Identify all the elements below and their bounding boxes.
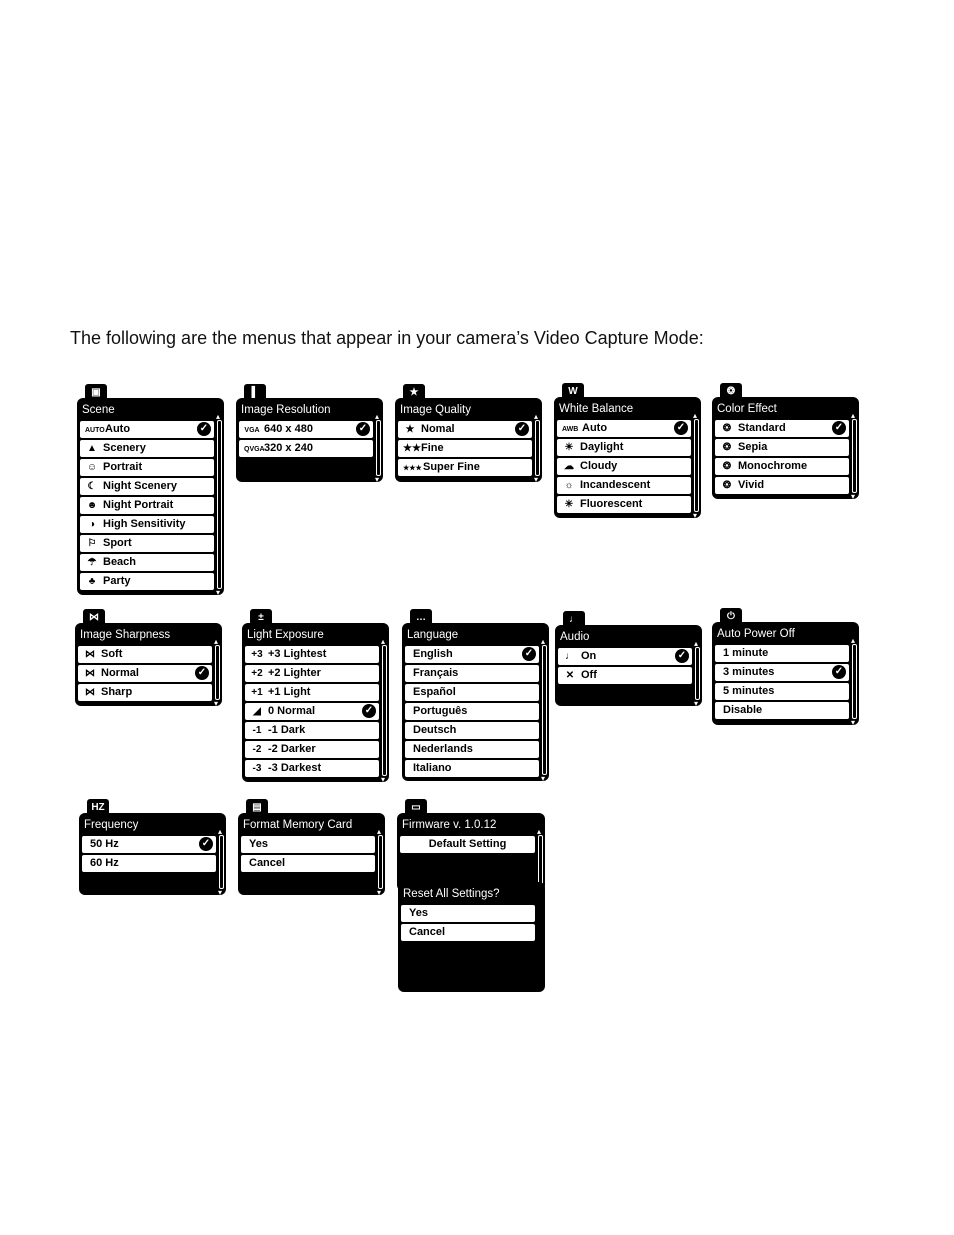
check-icon: ✓: [199, 837, 213, 851]
image-resolution-title: Image Resolution: [241, 404, 331, 416]
option-icon: ❂: [722, 461, 732, 472]
audio-panel: [555, 625, 702, 706]
auto-power-off-option[interactable]: [715, 645, 849, 662]
firmware-tab-icon: ▭: [405, 799, 427, 816]
option-label: English: [413, 648, 453, 660]
option-label: On: [581, 650, 597, 662]
check-icon: ✓: [522, 647, 536, 661]
option-label: 0 Normal: [268, 705, 316, 717]
auto-power-off-option[interactable]: [715, 664, 849, 681]
option-icon: ❂: [722, 423, 732, 434]
option-label: 60 Hz: [90, 857, 119, 869]
audio-menu: [555, 611, 702, 706]
image-quality-option[interactable]: [398, 421, 532, 438]
image-resolution-tab-icon: ▌: [244, 384, 266, 401]
option-icon: ☻: [86, 500, 98, 511]
audio-option[interactable]: [558, 648, 692, 665]
option-label: -2 Darker: [268, 743, 316, 755]
scene-option[interactable]: [80, 421, 214, 438]
white-balance-option[interactable]: [557, 420, 691, 437]
option-icon: -3: [252, 763, 262, 774]
format-memory-card-scrollbar[interactable]: [378, 835, 383, 889]
image-quality-scrollbar[interactable]: [535, 420, 540, 476]
option-icon: ♩: [565, 651, 575, 662]
option-label: +2 Lighter: [268, 667, 321, 679]
reset-all-option[interactable]: [401, 905, 535, 922]
option-label: Beach: [103, 556, 137, 568]
option-label: Daylight: [580, 441, 624, 453]
white-balance-tab-icon: W: [562, 383, 584, 400]
language-tab-icon: …: [410, 609, 432, 626]
firmware-scrollbar[interactable]: [538, 835, 543, 885]
option-label: Disable: [723, 704, 763, 716]
option-icon: ☾: [87, 481, 97, 492]
option-icon: ⋈: [85, 649, 95, 660]
language-option[interactable]: [405, 684, 539, 701]
reset-all-panel: [398, 882, 545, 992]
light-exposure-option[interactable]: [245, 760, 379, 777]
option-icon: ♣: [88, 576, 96, 587]
option-icon: ◑: [88, 519, 96, 530]
scene-option[interactable]: [80, 554, 214, 571]
option-label: 1 minute: [723, 647, 769, 659]
audio-scrollbar[interactable]: [695, 647, 700, 700]
check-icon: ✓: [195, 666, 209, 680]
frequency-panel: [79, 813, 226, 895]
option-label: Auto: [105, 423, 131, 435]
frequency-menu: [79, 799, 226, 895]
image-resolution-option[interactable]: [239, 421, 373, 438]
option-label: Auto: [582, 422, 608, 434]
white-balance-option[interactable]: [557, 439, 691, 456]
white-balance-menu: [554, 383, 701, 518]
check-icon: ✓: [674, 421, 688, 435]
auto-power-off-option[interactable]: [715, 683, 849, 700]
light-exposure-option[interactable]: [245, 646, 379, 663]
scene-option[interactable]: [80, 440, 214, 457]
option-icon: ❂: [722, 442, 732, 453]
language-title: Language: [407, 629, 459, 641]
image-quality-menu: [395, 384, 542, 482]
auto-power-off-tab-icon: ⏻: [720, 608, 742, 625]
check-icon: ✓: [832, 665, 846, 679]
option-icon: ✳: [564, 499, 574, 510]
option-label: Portrait: [103, 461, 143, 473]
option-icon: VGA: [244, 427, 260, 434]
language-option[interactable]: [405, 722, 539, 739]
scene-option[interactable]: [80, 459, 214, 476]
option-label: Off: [581, 669, 597, 681]
option-label: Night Scenery: [103, 480, 177, 492]
check-icon: ✓: [356, 422, 370, 436]
color-effect-menu: [712, 383, 859, 499]
white-balance-title: White Balance: [559, 403, 634, 415]
check-icon: ✓: [675, 649, 689, 663]
audio-tab-icon: ♩: [563, 611, 585, 628]
option-label: Night Portrait: [103, 499, 174, 511]
light-exposure-option[interactable]: [245, 722, 379, 739]
language-option[interactable]: [405, 741, 539, 758]
option-label: Nederlands: [413, 743, 473, 755]
language-scrollbar[interactable]: [542, 645, 547, 775]
option-label: Deutsch: [413, 724, 457, 736]
option-icon: AWB: [562, 426, 579, 433]
scene-tab-icon: ▣: [85, 384, 107, 401]
reset-all-menu: [398, 882, 545, 992]
option-icon: ☺: [86, 462, 98, 473]
option-label: Party: [103, 575, 131, 587]
firmware-panel: [397, 813, 545, 891]
option-label: Español: [413, 686, 456, 698]
option-label: Sepia: [738, 441, 768, 453]
check-icon: ✓: [515, 422, 529, 436]
format-memory-card-option[interactable]: [241, 836, 375, 853]
option-icon: ☂: [87, 557, 97, 568]
check-icon: ✓: [362, 704, 376, 718]
option-label: -1 Dark: [268, 724, 306, 736]
option-icon: ☀: [564, 442, 574, 453]
option-label: Français: [413, 667, 459, 679]
auto-power-off-panel: [712, 622, 859, 725]
option-icon: ▲: [87, 443, 97, 454]
auto-power-off-title: Auto Power Off: [717, 628, 795, 640]
option-icon: ◢: [253, 706, 261, 717]
option-icon: -2: [252, 744, 262, 755]
language-option[interactable]: [405, 703, 539, 720]
image-quality-option[interactable]: [398, 459, 532, 476]
auto-power-off-scrollbar[interactable]: [852, 644, 857, 719]
color-effect-option[interactable]: [715, 420, 849, 437]
white-balance-panel: [554, 397, 701, 518]
intro-text: The following are the menus that appear in your camera’s Video Capture Mode:: [70, 328, 704, 348]
option-label: 5 minutes: [723, 685, 775, 697]
image-quality-tab-icon: ★: [403, 384, 425, 401]
option-label: Yes: [249, 838, 268, 850]
frequency-scrollbar[interactable]: [219, 835, 224, 889]
light-exposure-scrollbar[interactable]: [382, 645, 387, 776]
auto-power-off-option[interactable]: [715, 702, 849, 719]
light-exposure-option[interactable]: [245, 665, 379, 682]
color-effect-option[interactable]: [715, 458, 849, 475]
firmware-title: Firmware v. 1.0.12: [402, 819, 497, 831]
light-exposure-tab-icon: ±: [250, 609, 272, 626]
option-icon: AUTO: [85, 427, 105, 434]
light-exposure-panel: [242, 623, 389, 782]
option-label: Sharp: [101, 686, 133, 698]
light-exposure-option[interactable]: [245, 741, 379, 758]
audio-title: Audio: [560, 631, 590, 643]
option-label: Standard: [738, 422, 786, 434]
option-label: Nomal: [421, 423, 455, 435]
option-label: Italiano: [413, 762, 452, 774]
white-balance-option[interactable]: [557, 477, 691, 494]
option-label: 640 x 480: [264, 423, 313, 435]
light-exposure-menu: [242, 609, 389, 782]
option-icon: +2: [251, 668, 263, 679]
color-effect-tab-icon: ❂: [720, 383, 742, 400]
image-sharpness-option[interactable]: [78, 665, 212, 682]
option-icon: ☼: [564, 480, 574, 491]
firmware-option[interactable]: [400, 836, 535, 853]
frequency-option[interactable]: [82, 855, 216, 872]
light-exposure-option[interactable]: [245, 703, 379, 720]
frequency-title: Frequency: [84, 819, 139, 831]
format-memory-card-option[interactable]: [241, 855, 375, 872]
option-icon: ⚐: [87, 538, 97, 549]
scene-option[interactable]: [80, 478, 214, 495]
option-label: 50 Hz: [90, 838, 119, 850]
auto-power-off-menu: [712, 608, 859, 725]
option-label: 3 minutes: [723, 666, 775, 678]
image-sharpness-tab-icon: ⋈: [83, 609, 105, 626]
option-icon: QVGA: [244, 446, 265, 453]
white-balance-option[interactable]: [557, 458, 691, 475]
language-option[interactable]: [405, 760, 539, 777]
white-balance-option[interactable]: [557, 496, 691, 513]
color-effect-scrollbar[interactable]: [852, 419, 857, 493]
image-sharpness-panel: [75, 623, 222, 706]
reset-all-option[interactable]: [401, 924, 535, 941]
option-icon: ❂: [722, 480, 732, 491]
option-icon: -1: [252, 725, 262, 736]
language-option[interactable]: [405, 646, 539, 663]
format-memory-card-menu: [238, 799, 385, 895]
image-sharpness-option[interactable]: [78, 684, 212, 701]
option-label: Yes: [409, 907, 428, 919]
option-icon: ★: [405, 424, 415, 435]
white-balance-scrollbar[interactable]: [694, 419, 699, 512]
light-exposure-option[interactable]: [245, 684, 379, 701]
option-label: Fluorescent: [580, 498, 643, 510]
firmware-menu: [397, 799, 545, 891]
language-panel: [402, 623, 549, 781]
scene-option[interactable]: [80, 535, 214, 552]
language-menu: [402, 609, 549, 781]
image-quality-panel: [395, 398, 542, 482]
scene-scrollbar[interactable]: [217, 420, 222, 589]
option-icon: ☁: [564, 461, 574, 472]
option-label: +3 Lightest: [268, 648, 327, 660]
reset-all-title: Reset All Settings?: [403, 888, 500, 900]
option-label: -3 Darkest: [268, 762, 322, 774]
option-label: +1 Light: [268, 686, 311, 698]
image-sharpness-scrollbar[interactable]: [215, 645, 220, 700]
option-label: Sport: [103, 537, 132, 549]
check-icon: ✓: [832, 421, 846, 435]
color-effect-title: Color Effect: [717, 403, 777, 415]
scene-panel: [77, 398, 224, 595]
option-icon: +3: [251, 649, 263, 660]
light-exposure-title: Light Exposure: [247, 629, 324, 641]
option-label: High Sensitivity: [103, 518, 186, 530]
scene-option[interactable]: [80, 516, 214, 533]
image-resolution-panel: [236, 398, 383, 482]
scene-option[interactable]: [80, 497, 214, 514]
option-icon: ★★★: [403, 465, 422, 472]
option-label: Soft: [101, 648, 123, 660]
scene-menu: [77, 384, 224, 595]
scene-title: Scene: [82, 404, 115, 416]
image-quality-option[interactable]: [398, 440, 532, 457]
option-label: Cancel: [249, 857, 286, 869]
option-icon: ✕: [565, 670, 575, 681]
image-resolution-menu: [236, 384, 383, 482]
audio-option[interactable]: [558, 667, 692, 684]
option-label: 320 x 240: [264, 442, 313, 454]
option-label: Vivid: [738, 479, 765, 491]
option-label: Português: [413, 705, 468, 717]
image-sharpness-option[interactable]: [78, 646, 212, 663]
option-label: Incandescent: [580, 479, 651, 491]
image-sharpness-menu: [75, 609, 222, 706]
option-icon: ⋈: [85, 687, 95, 698]
image-resolution-option[interactable]: [239, 440, 373, 457]
option-label: Fine: [421, 442, 444, 454]
frequency-tab-icon: HZ: [87, 799, 109, 816]
image-sharpness-title: Image Sharpness: [80, 629, 171, 641]
language-option[interactable]: [405, 665, 539, 682]
option-icon: +1: [251, 687, 263, 698]
option-icon: ⋈: [85, 668, 95, 679]
format-memory-card-tab-icon: ▤: [246, 799, 268, 816]
color-effect-option[interactable]: [715, 477, 849, 494]
format-memory-card-panel: [238, 813, 385, 895]
option-label: Default Setting: [428, 838, 507, 850]
format-memory-card-title: Format Memory Card: [243, 819, 353, 831]
color-effect-option[interactable]: [715, 439, 849, 456]
scene-option[interactable]: [80, 573, 214, 590]
image-resolution-scrollbar[interactable]: [376, 420, 381, 476]
option-label: Super Fine: [423, 461, 480, 473]
frequency-option[interactable]: [82, 836, 216, 853]
option-icon: ★★: [403, 443, 421, 454]
image-quality-title: Image Quality: [400, 404, 471, 416]
option-label: Cancel: [409, 926, 446, 938]
color-effect-panel: [712, 397, 859, 499]
option-label: Monochrome: [738, 460, 808, 472]
option-label: Cloudy: [580, 460, 618, 472]
option-label: Scenery: [103, 442, 146, 454]
check-icon: ✓: [197, 422, 211, 436]
option-label: Normal: [101, 667, 139, 679]
